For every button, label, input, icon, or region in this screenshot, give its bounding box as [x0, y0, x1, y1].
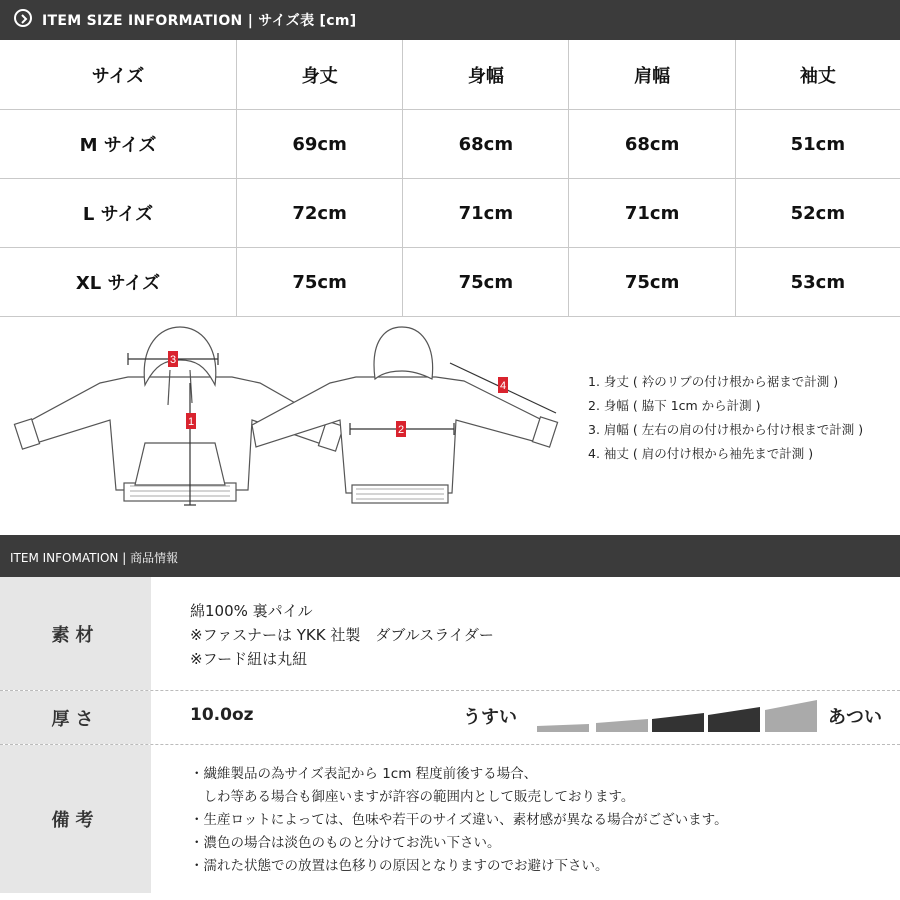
- marker-4-label: 4: [499, 380, 507, 392]
- table-cell: 72cm: [237, 179, 403, 248]
- size-info-title: ITEM SIZE INFORMATION | サイズ表 [cm]: [42, 13, 357, 29]
- marker-3-label: 3: [169, 354, 177, 366]
- size-table-header: サイズ: [0, 40, 237, 110]
- thick-label: あつい: [828, 707, 882, 728]
- table-cell: 53cm: [735, 248, 900, 317]
- table-cell: 69cm: [237, 110, 403, 179]
- thickness-level-2: [596, 719, 648, 732]
- table-cell: 71cm: [403, 179, 569, 248]
- material-row: [0, 577, 900, 690]
- marker-1-label: 1: [187, 416, 195, 428]
- marker-2-label: 2: [397, 424, 405, 436]
- size-table-header-row: [0, 40, 900, 110]
- material-line: ※ファスナーは YKK 社製 ダブルスライダー: [190, 626, 494, 644]
- back-hood-outline: [374, 327, 433, 379]
- material-line: 綿100% 裏パイル: [190, 602, 313, 620]
- hoodie-measurement-diagram: [0, 315, 580, 515]
- measurement-legend: [588, 370, 863, 466]
- table-cell: 68cm: [403, 110, 569, 179]
- legend-item: 2. 身幅 ( 脇下 1cm から計測 ): [588, 398, 761, 413]
- thickness-level-3: [652, 713, 704, 732]
- legend-item: 3. 肩幅 ( 左右の肩の付け根から付け根まで計測 ): [588, 422, 864, 437]
- size-table: [0, 40, 900, 317]
- table-cell: 75cm: [403, 248, 569, 317]
- material-label: 素材: [0, 577, 151, 690]
- size-table-header: 袖丈: [735, 40, 900, 110]
- table-row: [0, 110, 900, 179]
- remarks-text: [190, 763, 728, 878]
- table-cell: 51cm: [735, 110, 900, 179]
- thin-label: うすい: [463, 707, 517, 728]
- table-cell: 68cm: [569, 110, 735, 179]
- size-table-header: 身丈: [237, 40, 403, 110]
- size-table-header: 身幅: [403, 40, 569, 110]
- table-row: [0, 179, 900, 248]
- size-name-cell: M サイズ: [0, 110, 237, 179]
- item-info-title: ITEM INFOMATION | 商品情報: [10, 551, 179, 565]
- remark-line: しわ等ある場合も御座いますが許容の範囲内として販売しております。: [190, 789, 635, 805]
- size-info-header: [0, 0, 900, 40]
- front-hood-outline: [144, 327, 216, 385]
- thickness-label: 厚さ: [0, 691, 151, 744]
- size-table-header: 肩幅: [569, 40, 735, 110]
- table-cell: 71cm: [569, 179, 735, 248]
- thickness-level-4: [708, 707, 760, 732]
- front-pocket-outline: [135, 443, 225, 485]
- remark-line: ・生産ロットによっては、色味や若干のサイズ違い、素材感が異なる場合がございます。: [190, 812, 728, 828]
- size-name-cell: L サイズ: [0, 179, 237, 248]
- thickness-row: [0, 691, 900, 744]
- remark-line: ・濃色の場合は淡色のものと分けてお洗い下さい。: [190, 835, 501, 851]
- material-text: [190, 599, 494, 671]
- remarks-row: [0, 745, 900, 893]
- table-cell: 75cm: [237, 248, 403, 317]
- size-name-cell: XL サイズ: [0, 248, 237, 317]
- item-info-header: [0, 535, 900, 577]
- legend-item: 4. 袖丈 ( 肩の付け根から袖先まで計測 ): [588, 446, 814, 461]
- material-line: ※フード紐は丸紐: [190, 650, 308, 668]
- table-cell: 52cm: [735, 179, 900, 248]
- remark-line: ・繊維製品の為サイズ表記から 1cm 程度前後する場合、: [190, 766, 538, 782]
- chevron-right-circle-icon: [14, 9, 32, 27]
- table-cell: 75cm: [569, 248, 735, 317]
- thickness-value: 10.0oz: [190, 705, 254, 725]
- remark-line: ・濡れた状態での放置は色移りの原因となりますのでお避け下さい。: [190, 858, 609, 874]
- remarks-label: 備考: [0, 745, 151, 893]
- table-row: [0, 248, 900, 317]
- thickness-level-5: [765, 700, 817, 732]
- legend-item: 1. 身丈 ( 衿のリブの付け根から裾まで計測 ): [588, 374, 839, 389]
- thickness-level-1: [537, 724, 589, 732]
